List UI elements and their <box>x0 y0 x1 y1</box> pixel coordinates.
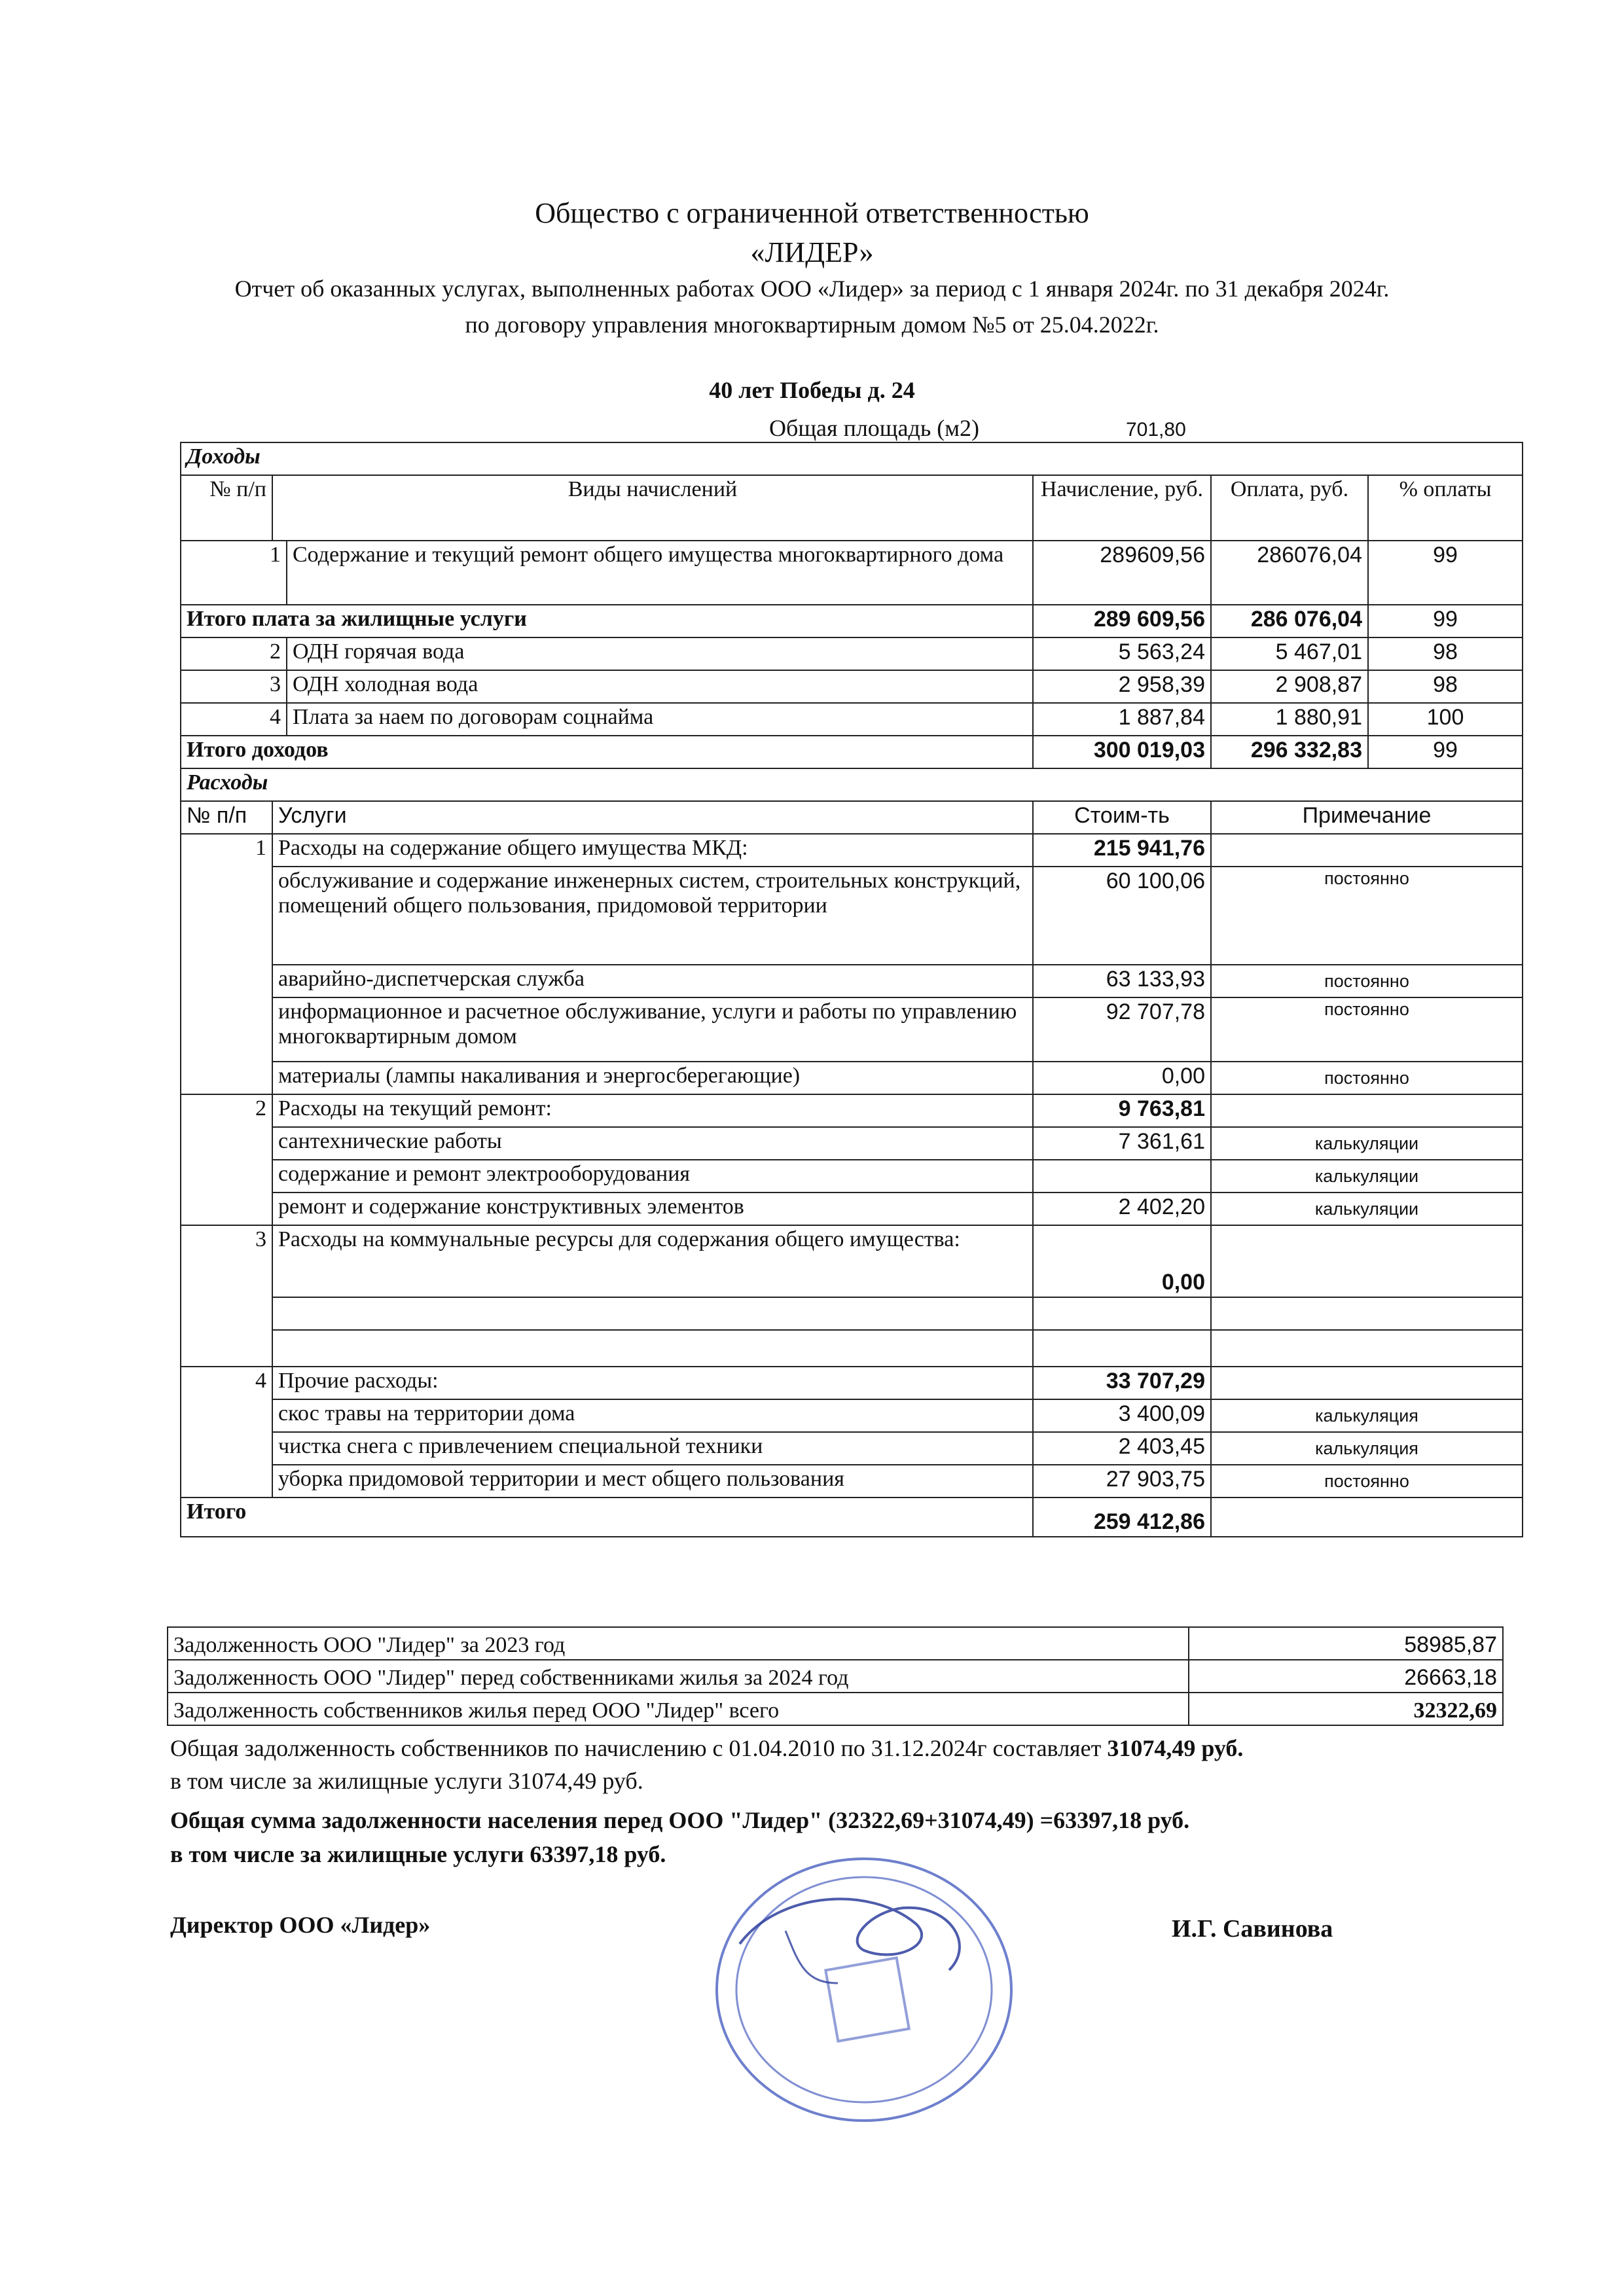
debt-value: 32322,69 <box>1189 1693 1503 1725</box>
expense-item-name: скос травы на территории дома <box>272 1399 1033 1432</box>
group-number: 4 <box>181 1367 272 1498</box>
expense-item-cost <box>1033 1160 1211 1193</box>
income-row-name: Плата за наем по договорам соцнайма <box>287 703 1033 736</box>
report-subtitle: по договору управления многоквартирным домом №5 от 25.04.2022г. <box>465 312 1159 338</box>
debt-value: 26663,18 <box>1189 1660 1503 1693</box>
income-pct: 98 <box>1368 637 1523 670</box>
expense-item-name: уборка придомовой территории и мест общего пользования <box>272 1465 1033 1498</box>
expense-note <box>1211 1498 1523 1537</box>
empty-cell <box>1211 1330 1523 1367</box>
expense-note: постоянно <box>1211 1062 1523 1094</box>
expense-note <box>1211 1225 1523 1297</box>
row-number: 1 <box>181 541 287 605</box>
income-pay: 286076,04 <box>1211 541 1368 605</box>
income-pct: 100 <box>1368 703 1523 736</box>
expense-note: постоянно <box>1211 997 1523 1062</box>
group-number: 3 <box>181 1225 272 1367</box>
expense-item-name: информационное и расчетное обслуживание, услуги и работы по управлению многоквартирным домом <box>272 997 1033 1062</box>
total-sum-line: Общая сумма задолженности населения перед ООО "Лидер" (32322,69+31074,49) =63397,18 руб. <box>170 1807 1190 1833</box>
income-charge: 1 887,84 <box>1033 703 1211 736</box>
expense-item-cost: 0,00 <box>1033 1062 1211 1094</box>
expense-group-name: Прочие расходы: <box>272 1367 1033 1399</box>
expense-note: калькуляция <box>1211 1399 1523 1432</box>
debt-label: Задолженность ООО "Лидер" перед собственниками жилья за 2024 год <box>168 1660 1189 1693</box>
income-charge: 2 958,39 <box>1033 670 1211 703</box>
expenses-section-title: Расходы <box>181 768 1523 801</box>
income-pay: 1 880,91 <box>1211 703 1368 736</box>
expense-note: постоянно <box>1211 867 1523 965</box>
report-table <box>180 442 1523 1537</box>
housing-debt-line: в том числе за жилищные услуги 31074,49 руб. <box>170 1768 643 1794</box>
income-charge: 5 563,24 <box>1033 637 1211 670</box>
debt-label: Задолженность ООО "Лидер" за 2023 год <box>168 1627 1189 1660</box>
debt-value: 58985,87 <box>1189 1627 1503 1660</box>
income-total-pct: 99 <box>1368 736 1523 768</box>
income-total-charge: 300 019,03 <box>1033 736 1211 768</box>
income-row-name: ОДН холодная вода <box>287 670 1033 703</box>
expense-item-name: ремонт и содержание конструктивных элементов <box>272 1193 1033 1225</box>
expense-item-name: обслуживание и содержание инженерных систем, строительных конструкций, помещений общего пользования, придомовой территории <box>272 867 1033 965</box>
total-debt-text: Общая задолженность собственников по начислению с 01.04.2010 по 31.12.2024г составляет <box>170 1735 1108 1761</box>
total-debt-amount: 31074,49 руб. <box>1107 1735 1244 1761</box>
income-pay: 5 467,01 <box>1211 637 1368 670</box>
expense-group-name: Расходы на содержание общего имущества МКД: <box>272 834 1033 867</box>
expense-group-name: Расходы на коммунальные ресурсы для содержания общего имущества: <box>272 1225 1033 1297</box>
expense-note <box>1211 1094 1523 1127</box>
subtotal-pay: 286 076,04 <box>1211 605 1368 637</box>
debts-table <box>167 1626 1504 1726</box>
total-debt-line <box>170 1734 1243 1762</box>
expense-item-name: содержание и ремонт электрооборудования <box>272 1160 1033 1193</box>
col-num-header: № п/п <box>181 801 272 834</box>
org-name-short: «ЛИДЕР» <box>750 236 874 268</box>
director-name: И.Г. Савинова <box>1172 1915 1333 1943</box>
expense-note: калькуляции <box>1211 1160 1523 1193</box>
col-pay-header: Оплата, руб. <box>1211 475 1368 541</box>
expense-group-cost: 0,00 <box>1033 1225 1211 1297</box>
area-label: Общая площадь (м2) <box>769 415 979 441</box>
housing-subtotal-label: Итого плата за жилищные услуги <box>181 605 1033 637</box>
org-name-line: Общество с ограниченной ответственностью <box>535 197 1089 229</box>
subtotal-pct: 99 <box>1368 605 1523 637</box>
income-pct: 99 <box>1368 541 1523 605</box>
expense-item-cost: 92 707,78 <box>1033 997 1211 1062</box>
empty-cell <box>272 1297 1033 1330</box>
expense-item-cost: 3 400,09 <box>1033 1399 1211 1432</box>
expense-note <box>1211 834 1523 867</box>
expense-note: калькуляции <box>1211 1127 1523 1160</box>
expense-item-cost: 60 100,06 <box>1033 867 1211 965</box>
company-stamp <box>700 1852 1028 2127</box>
house-address: 40 лет Победы д. 24 <box>709 377 915 403</box>
income-pct: 98 <box>1368 670 1523 703</box>
expense-group-cost: 215 941,76 <box>1033 834 1211 867</box>
col-type-header: Виды начислений <box>272 475 1033 541</box>
expense-group-cost: 9 763,81 <box>1033 1094 1211 1127</box>
income-total-pay: 296 332,83 <box>1211 736 1368 768</box>
expense-item-cost: 2 402,20 <box>1033 1193 1211 1225</box>
expense-note: постоянно <box>1211 965 1523 997</box>
expenses-total-label: Итого <box>181 1498 1033 1537</box>
expense-group-cost: 33 707,29 <box>1033 1367 1211 1399</box>
col-cost-header: Стоим-ть <box>1033 801 1211 834</box>
expense-item-cost: 2 403,45 <box>1033 1432 1211 1465</box>
empty-cell <box>272 1330 1033 1367</box>
col-pct-header: % оплаты <box>1368 475 1523 541</box>
income-row-name: Содержание и текущий ремонт общего имущества многоквартирного дома <box>287 541 1033 605</box>
expense-item-name: сантехнические работы <box>272 1127 1033 1160</box>
col-service-header: Услуги <box>272 801 1033 834</box>
report-title: Отчет об оказанных услугах, выполненных работах ООО «Лидер» за период с 1 января 2024г. по 31 декабря 2024г. <box>234 276 1390 302</box>
col-num-header: № п/п <box>181 475 272 541</box>
row-number: 4 <box>181 703 287 736</box>
income-total-label: Итого доходов <box>181 736 1033 768</box>
empty-cell <box>1211 1297 1523 1330</box>
expense-item-cost: 7 361,61 <box>1033 1127 1211 1160</box>
expense-item-name: аварийно-диспетчерская служба <box>272 965 1033 997</box>
col-charge-header: Начисление, руб. <box>1033 475 1211 541</box>
expense-note: калькуляция <box>1211 1432 1523 1465</box>
empty-cell <box>1033 1297 1211 1330</box>
empty-cell <box>1033 1330 1211 1367</box>
area-value: 701,80 <box>1126 419 1186 440</box>
expense-item-name: чистка снега с привлечением специальной техники <box>272 1432 1033 1465</box>
director-label: Директор ООО «Лидер» <box>170 1912 431 1938</box>
income-pay: 2 908,87 <box>1211 670 1368 703</box>
group-number: 2 <box>181 1094 272 1225</box>
row-number: 2 <box>181 637 287 670</box>
expense-item-cost: 27 903,75 <box>1033 1465 1211 1498</box>
expenses-total-cost: 259 412,86 <box>1033 1498 1211 1537</box>
expense-item-name: материалы (лампы накаливания и энергосберегающие) <box>272 1062 1033 1094</box>
income-row-name: ОДН горячая вода <box>287 637 1033 670</box>
income-section-title: Доходы <box>181 442 1523 475</box>
col-note-header: Примечание <box>1211 801 1523 834</box>
income-charge: 289609,56 <box>1033 541 1211 605</box>
subtotal-charge: 289 609,56 <box>1033 605 1211 637</box>
expense-note: калькуляции <box>1211 1193 1523 1225</box>
expense-group-name: Расходы на текущий ремонт: <box>272 1094 1033 1127</box>
row-number: 3 <box>181 670 287 703</box>
expense-note <box>1211 1367 1523 1399</box>
group-number: 1 <box>181 834 272 1094</box>
debt-label: Задолженность собственников жилья перед ООО "Лидер" всего <box>168 1693 1189 1725</box>
total-sum-housing-line: в том числе за жилищные услуги 63397,18 руб. <box>170 1841 666 1867</box>
expense-note: постоянно <box>1211 1465 1523 1498</box>
expense-item-cost: 63 133,93 <box>1033 965 1211 997</box>
